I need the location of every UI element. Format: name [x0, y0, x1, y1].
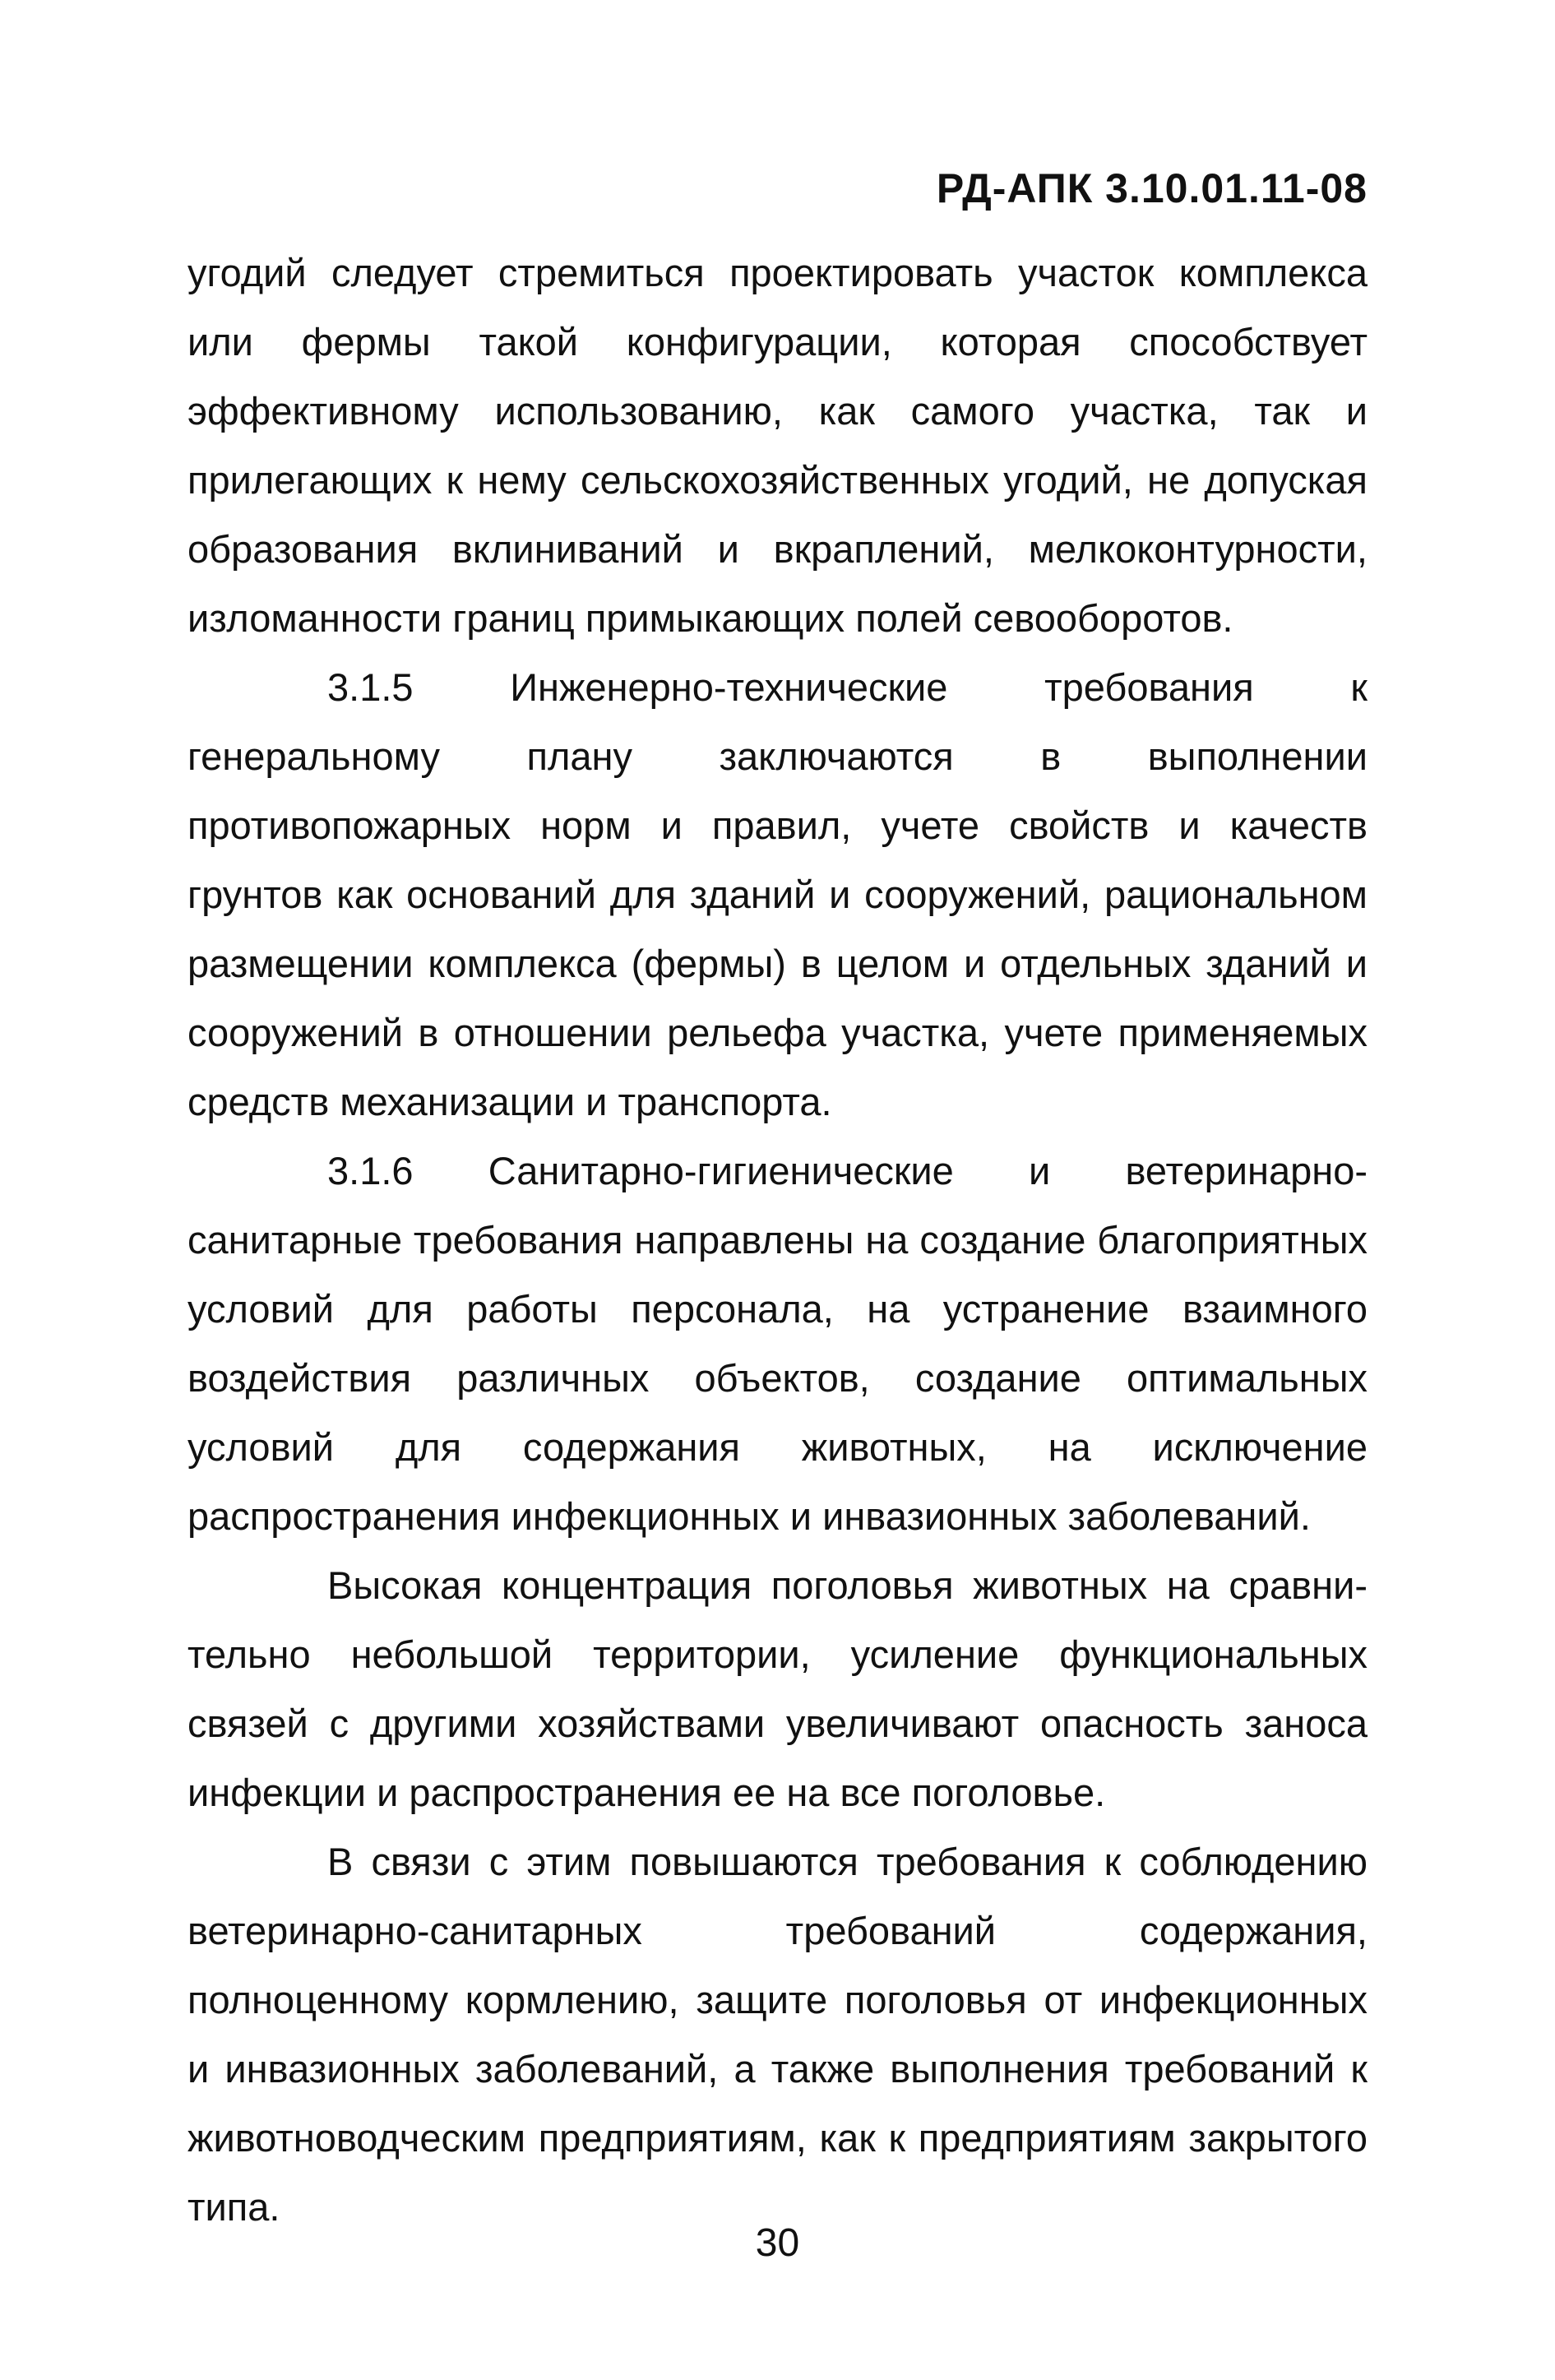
- document-code: РД-АПК 3.10.01.11-08: [936, 165, 1368, 211]
- paragraph-3-1-6: 3.1.6 Санитарно-гигиенические и ветеринарно-санитарные требования направлены на создание благоприятных условий для работы персонала, на устранение взаимного воздействия различных объектов, создание оптимальных условий для содержания животных, на исключение распространения инфекционных и инвазионных заболеваний.: [187, 1149, 1368, 1538]
- paragraph-continuation: угодий следует стремиться проектировать участок комплекса или фермы такой конфигурации, которая способствует эффективному использованию, как самого участка, так и прилегающих к нему сельскохозяйственных угодий, не допуская образования вклиниваний и вкраплений, мелкоконтурности, изломанности границ примыкающих полей севооборотов.: [187, 251, 1368, 640]
- body-text: [187, 238, 1368, 2242]
- paragraph-3-1-5: 3.1.5 Инженерно-технические требования к генеральному плану заключаются в выполнении противопожарных норм и правил, учете свойств и качеств грунтов как оснований для зданий и сооружений, рациональном размещении комплекса (фермы) в целом и отдельных зданий и сооружений в отношении рельефа участка, учете применяемых средств механизации и транспорта.: [187, 665, 1368, 1123]
- paragraph-requirements: В связи с этим повышаются требования к соблюдению ветеринарно-санитарных требований содержания, полноценному кормлению, защите поголовья от инфекционных и инвазионных заболеваний, а также выполнения требований к животноводческим предприятиям, как к предприятиям закрытого типа.: [187, 1840, 1368, 2229]
- paragraph-concentration: Высокая концентрация поголовья животных на сравнительно небольшой территории, усиление функциональных связей с другими хозяйствами увеличивают опасность заноса инфекции и распространения ее на все поголовье.: [187, 1563, 1368, 1814]
- page-number: 30: [755, 2221, 800, 2265]
